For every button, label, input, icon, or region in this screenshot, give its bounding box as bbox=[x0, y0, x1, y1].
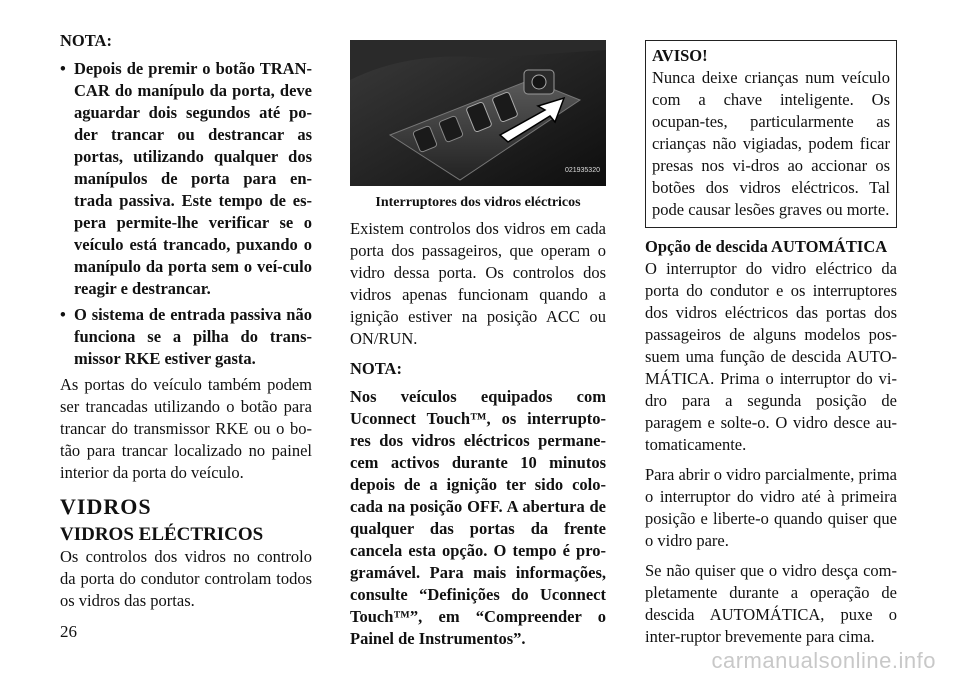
bullet-item: • Depois de premir o botão TRAN-CAR do manípulo da porta, deve aguardar dois segundos até po-der trancar ou destrancar as portas, utilizando qualquer dos manípulos de porta para en-trada passiva. Este tempo de es-pera permite-lhe verificar se o veículo está trancado, puxando o manípulo da porta sem o veí-culo reagir e destrancar. bbox=[60, 58, 312, 300]
paragraph-rke: As portas do veículo também podem ser trancadas utilizando o botão para trancar do transmissor RKE ou o bo-tão para trancar localizado no painel interior da porta do veículo. bbox=[60, 375, 312, 482]
image-code: 021935320 bbox=[564, 167, 600, 174]
nota-text: Nos veículos equipados com Uconnect Touch™, os interrupto-res dos vidros eléctricos permane-cem activos durante 10 minutos depois de a ignição ter sido colo-cada na posição OFF. A abertura de qualquer das portas da frente cancela esta opção. O tempo é pro-gramável. Para mais informações, consulte “Definições do Uconnect Touch™”, em “Compreender o Painel de Instrumentos”. bbox=[350, 387, 606, 648]
column-middle bbox=[350, 40, 606, 650]
nota-label: NOTA: bbox=[350, 359, 402, 378]
warning-label: AVISO! bbox=[652, 46, 708, 65]
image-caption: Interruptores dos vidros eléctricos bbox=[375, 195, 581, 210]
subsection-heading: Opção de descida AUTOMÁTICA bbox=[645, 237, 888, 256]
page-number: 26 bbox=[60, 622, 77, 641]
nota-label: NOTA: bbox=[60, 31, 112, 50]
warning-box bbox=[645, 40, 897, 228]
paragraph-stop-auto: Se não quiser que o vidro desça com-pletamente durante a operação de descida AUTOMÁTICA, puxe o inter-ruptor brevemente para cima. bbox=[645, 561, 897, 646]
section-heading: VIDROS bbox=[60, 494, 152, 519]
watermark: carmanualsonline.info bbox=[711, 648, 936, 673]
column-left bbox=[60, 30, 312, 612]
warning-text: Nunca deixe crianças num veículo com a chave inteligente. Os ocupan-tes, particularmente as crianças não vigiadas, podem ficar presas nos vi-dros ao accionar os botões dos vidros eléctricos. Tal pode causar lesões graves ou morte. bbox=[652, 68, 890, 219]
bullet-item: • O sistema de entrada passiva não funciona se a pilha do trans-missor RKE estiver gasta. bbox=[60, 304, 312, 370]
window-switches-photo bbox=[350, 40, 606, 186]
paragraph-controls: Os controlos dos vidros no controlo da porta do condutor controlam todos os vidros das portas. bbox=[60, 547, 312, 610]
nota-bullet-list bbox=[60, 58, 312, 370]
paragraph-auto-down: O interruptor do vidro eléctrico da porta do condutor e os interruptores dos vidros eléctricos das portas dos passageiros de alguns modelos pos-suem uma função de descida AUTO-MÁTICA. Prima o interruptor do vi-dro para a segunda posição de paragem e solte-o. O vidro desce au-tomaticamente. bbox=[645, 259, 897, 454]
paragraph-passenger-controls: Existem controlos dos vidros em cada porta dos passageiros, que operam o vidro dessa porta. Os controlos dos vidros apenas funcionam quando a ignição estiver na posição ACC ou ON/RUN. bbox=[350, 219, 606, 348]
subsection-heading: VIDROS ELÉCTRICOS bbox=[60, 524, 264, 545]
column-right bbox=[645, 40, 897, 648]
paragraph-partial-open: Para abrir o vidro parcialmente, prima o interruptor do vidro até à primeira posição e liberte-o quando quiser que o vidro pare. bbox=[645, 465, 897, 550]
